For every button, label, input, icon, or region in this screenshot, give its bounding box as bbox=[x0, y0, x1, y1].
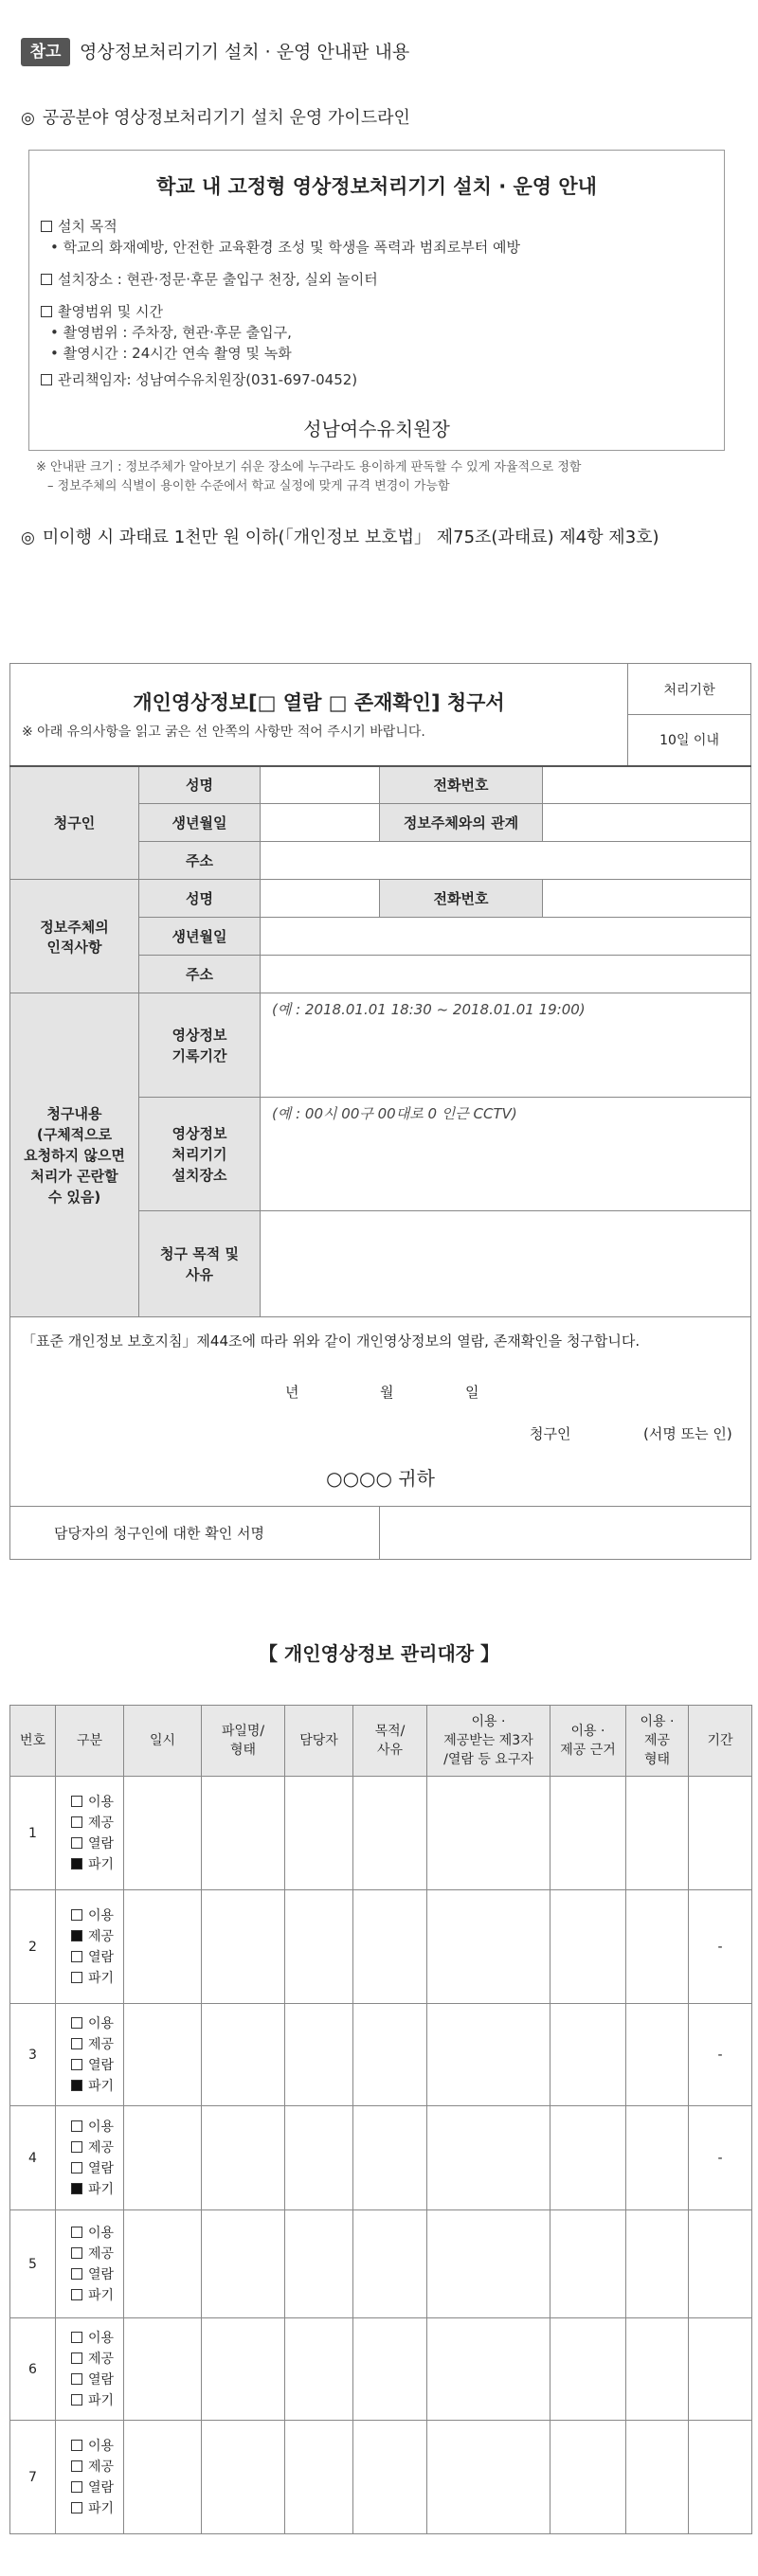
register-col-header: 이용 · 제공 형태 bbox=[626, 1706, 689, 1777]
register-cell[interactable] bbox=[202, 2421, 285, 2534]
category-option-label: 이용 bbox=[88, 2438, 115, 2454]
category-option[interactable] bbox=[71, 2349, 123, 2370]
checkbox-icon[interactable] bbox=[71, 2227, 82, 2238]
category-option[interactable] bbox=[71, 2498, 123, 2519]
category-option[interactable] bbox=[71, 2223, 123, 2244]
size-subnote: – 정보주체의 식별이 용이한 수준에서 학교 실정에 맞게 규격 변경이 가능함 bbox=[47, 479, 450, 493]
category-option-label: 제공 bbox=[88, 2245, 115, 2262]
category-option[interactable] bbox=[71, 2285, 123, 2306]
checkbox-icon[interactable] bbox=[71, 1796, 82, 1807]
category-option[interactable] bbox=[71, 2436, 123, 2457]
register-row bbox=[10, 2318, 752, 2421]
register-col-header: 파일명/ 형태 bbox=[202, 1706, 285, 1777]
record-period-label: 영상정보 기록기간 bbox=[139, 993, 261, 1098]
checkbox-checked-icon[interactable] bbox=[71, 2183, 82, 2194]
category-checkboxes bbox=[56, 2421, 124, 2534]
register-col-header: 기간 bbox=[689, 1706, 752, 1777]
register-cell[interactable] bbox=[202, 2004, 285, 2106]
register-title: 【 개인영상정보 관리대장 】 bbox=[258, 1642, 500, 1665]
checkbox-icon[interactable] bbox=[71, 2017, 82, 2029]
category-option-label: 이용 bbox=[88, 2015, 115, 2031]
checkbox-checked-icon[interactable] bbox=[71, 1858, 82, 1869]
requester-birth-field[interactable] bbox=[261, 804, 380, 842]
register-cell[interactable] bbox=[353, 2210, 427, 2318]
period-cell[interactable]: - bbox=[689, 2106, 752, 2210]
category-option[interactable] bbox=[71, 1947, 123, 1968]
guideline-section-title bbox=[21, 107, 410, 130]
category-option[interactable] bbox=[71, 2158, 123, 2179]
category-option[interactable] bbox=[71, 2390, 123, 2411]
register-cell[interactable] bbox=[626, 2106, 689, 2210]
register-col-header: 담당자 bbox=[285, 1706, 353, 1777]
register-cell[interactable] bbox=[353, 2004, 427, 2106]
declaration-cell bbox=[10, 1317, 751, 1507]
year-label: 년 bbox=[285, 1384, 299, 1401]
subject-label: 정보주체의 인적사항 bbox=[10, 880, 139, 993]
category-checkboxes bbox=[56, 2004, 124, 2106]
form-title-cell bbox=[10, 664, 628, 766]
register-cell[interactable] bbox=[285, 2318, 353, 2421]
register-row bbox=[10, 1777, 752, 1890]
category-option-label: 파기 bbox=[88, 2181, 115, 2197]
category-option-label: 열람 bbox=[88, 2160, 115, 2176]
category-option-label: 이용 bbox=[88, 2225, 115, 2241]
register-cell[interactable] bbox=[202, 1777, 285, 1890]
checkbox-icon[interactable] bbox=[71, 2352, 82, 2364]
range-label: 촬영범위 및 시간 bbox=[41, 302, 163, 321]
category-option[interactable] bbox=[71, 1854, 123, 1875]
guideline-section-text: 공공분야 영상정보처리기기 설치 운영 가이드라인 bbox=[42, 108, 410, 128]
register-cell[interactable] bbox=[626, 2004, 689, 2106]
category-checkboxes bbox=[56, 1777, 124, 1890]
requester-phone-field[interactable] bbox=[543, 766, 751, 804]
register-cell[interactable] bbox=[124, 2004, 202, 2106]
category-option[interactable] bbox=[71, 2013, 123, 2034]
deadline-label: 처리기한 bbox=[628, 664, 751, 715]
name-label: 성명 bbox=[139, 880, 261, 918]
requester-label: 청구인 bbox=[10, 766, 139, 880]
guideline-box-title: 학교 내 고정형 영상정보처리기기 설치 · 운영 안내 bbox=[156, 175, 597, 198]
bullet-circle-icon: ◎ bbox=[21, 528, 35, 547]
register-table bbox=[9, 1705, 752, 2534]
category-option[interactable] bbox=[71, 1968, 123, 1989]
category-option-label: 열람 bbox=[88, 2479, 115, 2496]
category-option[interactable] bbox=[71, 2244, 123, 2264]
month-label: 월 bbox=[380, 1384, 394, 1401]
register-row bbox=[10, 1890, 752, 2004]
phone-label: 전화번호 bbox=[380, 766, 543, 804]
row-number: 3 bbox=[10, 2004, 56, 2106]
register-header-row bbox=[10, 1706, 752, 1777]
register-cell[interactable] bbox=[124, 1777, 202, 1890]
category-checkboxes bbox=[56, 2210, 124, 2318]
register-cell[interactable] bbox=[626, 1890, 689, 2004]
checkbox-icon[interactable] bbox=[71, 2141, 82, 2153]
form-title: 개인영상정보[□ 열람 □ 존재확인] 청구서 bbox=[133, 691, 505, 715]
checkbox-icon[interactable] bbox=[71, 2394, 82, 2406]
install-location-field[interactable]: (예 : 00시 00구 00대로 0 인근 CCTV) bbox=[261, 1098, 751, 1211]
category-option[interactable] bbox=[71, 2076, 123, 2097]
penalty-text: 미이행 시 과태료 1천만 원 이하(「개인정보 보호법」 제75조(과태료) 제4항 제3호) bbox=[42, 528, 659, 547]
register-cell[interactable] bbox=[550, 2318, 626, 2421]
purpose-field[interactable] bbox=[261, 1211, 751, 1317]
category-checkboxes bbox=[56, 2106, 124, 2210]
register-cell[interactable] bbox=[285, 2210, 353, 2318]
category-option-label: 이용 bbox=[88, 1794, 115, 1810]
category-option[interactable] bbox=[71, 2138, 123, 2158]
period-cell[interactable]: - bbox=[689, 2004, 752, 2106]
checkbox-icon[interactable] bbox=[71, 1951, 82, 1962]
category-option[interactable] bbox=[71, 2034, 123, 2055]
register-cell[interactable] bbox=[550, 1890, 626, 2004]
register-cell[interactable] bbox=[285, 2004, 353, 2106]
register-col-header: 이용 · 제공받는 제3자 /열람 등 요구자 bbox=[427, 1706, 550, 1777]
category-option-label: 제공 bbox=[88, 2036, 115, 2052]
category-option-label: 이용 bbox=[88, 2119, 115, 2135]
category-option-label: 파기 bbox=[88, 1970, 115, 1986]
bullet-circle-icon: ◎ bbox=[21, 109, 35, 128]
register-cell[interactable] bbox=[427, 2106, 550, 2210]
category-option[interactable] bbox=[71, 2179, 123, 2200]
period-cell[interactable]: - bbox=[689, 1890, 752, 2004]
checkbox-icon[interactable] bbox=[71, 1837, 82, 1849]
record-period-field[interactable]: (예 : 2018.01.01 18:30 ~ 2018.01.01 19:00) bbox=[261, 993, 751, 1098]
row-number: 2 bbox=[10, 1890, 56, 2004]
guideline-box bbox=[28, 150, 725, 451]
subject-phone-field[interactable] bbox=[543, 880, 751, 918]
row-number: 1 bbox=[10, 1777, 56, 1890]
checkbox-icon bbox=[41, 274, 52, 285]
checkbox-checked-icon[interactable] bbox=[71, 1930, 82, 1941]
checkbox-icon[interactable] bbox=[71, 2481, 82, 2493]
register-cell[interactable] bbox=[353, 2318, 427, 2421]
register-cell[interactable] bbox=[124, 2210, 202, 2318]
reference-tag: 참고 bbox=[21, 38, 70, 66]
register-cell[interactable] bbox=[427, 2210, 550, 2318]
category-option-label: 제공 bbox=[88, 2351, 115, 2367]
register-cell[interactable] bbox=[124, 1890, 202, 2004]
organization-name: 성남여수유치원장 bbox=[303, 418, 450, 440]
register-col-header: 일시 bbox=[124, 1706, 202, 1777]
category-option[interactable] bbox=[71, 2117, 123, 2138]
register-cell[interactable] bbox=[353, 1777, 427, 1890]
address-label: 주소 bbox=[139, 842, 261, 880]
register-cell[interactable] bbox=[353, 2106, 427, 2210]
requester-address-field[interactable] bbox=[261, 842, 751, 880]
period-cell[interactable] bbox=[689, 2210, 752, 2318]
category-option-label: 열람 bbox=[88, 2371, 115, 2388]
category-option-label: 파기 bbox=[88, 2392, 115, 2408]
checkbox-icon[interactable] bbox=[71, 2460, 82, 2472]
penalty-section bbox=[21, 527, 659, 549]
manager-text: 관리책임자: 성남여수유치원장(031-697-0452) bbox=[41, 370, 357, 389]
category-checkboxes bbox=[56, 1890, 124, 2004]
birth-label: 생년월일 bbox=[139, 804, 261, 842]
category-option[interactable] bbox=[71, 1813, 123, 1834]
category-option-label: 열람 bbox=[88, 2057, 115, 2073]
checkbox-icon bbox=[41, 306, 52, 317]
addressee: ○○○○ 귀하 bbox=[326, 1467, 435, 1490]
range-text: • 촬영범위 : 주차장, 현관·후문 출입구, bbox=[50, 324, 292, 341]
period-cell[interactable] bbox=[689, 1777, 752, 1890]
category-option-label: 제공 bbox=[88, 2139, 115, 2156]
category-option-label: 제공 bbox=[88, 1928, 115, 1944]
relation-label: 정보주체와의 관계 bbox=[380, 804, 543, 842]
register-cell[interactable] bbox=[550, 2004, 626, 2106]
purpose-text: • 학교의 화재예방, 안전한 교육환경 조성 및 학생을 폭력과 범죄로부터 예방 bbox=[50, 239, 520, 256]
register-cell[interactable] bbox=[202, 2106, 285, 2210]
category-option[interactable] bbox=[71, 1926, 123, 1947]
time-text: • 촬영시간 : 24시간 연속 촬영 및 녹화 bbox=[50, 345, 292, 362]
category-option-label: 열람 bbox=[88, 2266, 115, 2282]
checkbox-icon[interactable] bbox=[71, 2059, 82, 2070]
request-form bbox=[9, 663, 751, 1560]
register-cell[interactable] bbox=[124, 2318, 202, 2421]
install-location-label: 영상정보 처리기기 설치장소 bbox=[139, 1098, 261, 1211]
row-number: 5 bbox=[10, 2210, 56, 2318]
checkbox-icon[interactable] bbox=[71, 2268, 82, 2280]
register-row bbox=[10, 2421, 752, 2534]
purpose-label: 설치 목적 bbox=[41, 217, 117, 236]
register-cell[interactable] bbox=[353, 1890, 427, 2004]
register-body bbox=[10, 1777, 752, 2534]
category-option[interactable] bbox=[71, 1834, 123, 1854]
form-subtitle: ※ 아래 유의사항을 읽고 굵은 선 안쪽의 사항만 적어 주시기 바랍니다. bbox=[22, 724, 425, 741]
checkbox-icon[interactable] bbox=[71, 2162, 82, 2174]
category-checkboxes bbox=[56, 2318, 124, 2421]
register-row bbox=[10, 2106, 752, 2210]
register-cell[interactable] bbox=[427, 1777, 550, 1890]
category-option[interactable] bbox=[71, 1792, 123, 1813]
category-option-label: 이용 bbox=[88, 1907, 115, 1923]
checkbox-icon[interactable] bbox=[71, 2440, 82, 2451]
declaration-text: 「표준 개인정보 보호지침」제44조에 따라 위와 같이 개인영상정보의 열람, 존재확인을 청구합니다. bbox=[22, 1333, 641, 1350]
register-cell[interactable] bbox=[285, 1777, 353, 1890]
category-option-label: 제공 bbox=[88, 2459, 115, 2475]
register-row bbox=[10, 2004, 752, 2106]
subject-birth-field[interactable] bbox=[261, 918, 751, 956]
category-option[interactable] bbox=[71, 2457, 123, 2478]
register-cell[interactable] bbox=[626, 1777, 689, 1890]
signer-label: 청구인 bbox=[530, 1425, 571, 1442]
sign-note: (서명 또는 인) bbox=[643, 1425, 732, 1442]
checkbox-icon[interactable] bbox=[71, 2289, 82, 2300]
checkbox-icon[interactable] bbox=[71, 2373, 82, 2385]
register-cell[interactable] bbox=[427, 1890, 550, 2004]
checkbox-icon[interactable] bbox=[71, 2120, 82, 2132]
register-cell[interactable] bbox=[427, 2004, 550, 2106]
row-number: 7 bbox=[10, 2421, 56, 2534]
checkbox-icon[interactable] bbox=[71, 2332, 82, 2343]
row-number: 6 bbox=[10, 2318, 56, 2421]
deadline-value: 10일 이내 bbox=[628, 715, 751, 766]
subject-address-field[interactable] bbox=[261, 956, 751, 993]
subject-name-field[interactable] bbox=[261, 880, 380, 918]
requester-name-field[interactable] bbox=[261, 766, 380, 804]
location-text: 설치장소 : 현관·정문·후문 출입구 천장, 실외 놀이터 bbox=[41, 270, 378, 289]
checkbox-icon[interactable] bbox=[71, 2247, 82, 2259]
register-cell[interactable] bbox=[202, 1890, 285, 2004]
phone-label: 전화번호 bbox=[380, 880, 543, 918]
requester-relation-field[interactable] bbox=[543, 804, 751, 842]
register-cell[interactable] bbox=[550, 2421, 626, 2534]
register-cell[interactable] bbox=[202, 2318, 285, 2421]
category-option-label: 열람 bbox=[88, 1949, 115, 1965]
register-cell[interactable] bbox=[626, 2210, 689, 2318]
officer-confirm-label: 담당자의 청구인에 대한 확인 서명 bbox=[10, 1507, 380, 1560]
checkbox-icon[interactable] bbox=[71, 1972, 82, 1983]
category-option[interactable] bbox=[71, 2328, 123, 2349]
checkbox-icon[interactable] bbox=[71, 1909, 82, 1921]
size-note: ※ 안내판 크기 : 정보주체가 알아보기 쉬운 장소에 누구라도 용이하게 판독할 수 있게 자율적으로 정함 bbox=[36, 460, 582, 474]
category-option-label: 파기 bbox=[88, 2500, 115, 2516]
checkbox-icon[interactable] bbox=[71, 1816, 82, 1828]
register-col-header: 구분 bbox=[56, 1706, 124, 1777]
register-cell[interactable] bbox=[550, 2106, 626, 2210]
category-option-label: 열람 bbox=[88, 1835, 115, 1852]
content-label: 청구내용 (구체적으로 요청하지 않으면 처리가 곤란할 수 있음) bbox=[10, 993, 139, 1317]
register-cell[interactable] bbox=[626, 2318, 689, 2421]
register-cell[interactable] bbox=[124, 2421, 202, 2534]
row-number: 4 bbox=[10, 2106, 56, 2210]
page-title: 영상정보처리기기 설치 · 운영 안내판 내용 bbox=[80, 42, 410, 63]
register-cell[interactable] bbox=[427, 2421, 550, 2534]
category-option-label: 파기 bbox=[88, 2287, 115, 2303]
register-cell[interactable] bbox=[285, 2421, 353, 2534]
register-col-header: 목적/ 사유 bbox=[353, 1706, 427, 1777]
register-cell[interactable] bbox=[550, 2210, 626, 2318]
category-option[interactable] bbox=[71, 2370, 123, 2390]
register-col-header: 번호 bbox=[10, 1706, 56, 1777]
register-cell[interactable] bbox=[353, 2421, 427, 2534]
checkbox-icon bbox=[41, 374, 52, 385]
register-cell[interactable] bbox=[285, 1890, 353, 2004]
name-label: 성명 bbox=[139, 766, 261, 804]
checkbox-icon[interactable] bbox=[71, 2038, 82, 2049]
register-cell[interactable] bbox=[202, 2210, 285, 2318]
category-option[interactable] bbox=[71, 1905, 123, 1926]
period-cell[interactable] bbox=[689, 2421, 752, 2534]
register-cell[interactable] bbox=[285, 2106, 353, 2210]
category-option-label: 파기 bbox=[88, 2078, 115, 2094]
category-option[interactable] bbox=[71, 2264, 123, 2285]
register-cell[interactable] bbox=[626, 2421, 689, 2534]
register-col-header: 이용 · 제공 근거 bbox=[550, 1706, 626, 1777]
category-option-label: 제공 bbox=[88, 1815, 115, 1831]
officer-signature-field[interactable] bbox=[380, 1507, 751, 1560]
category-option[interactable] bbox=[71, 2478, 123, 2498]
address-label: 주소 bbox=[139, 956, 261, 993]
period-cell[interactable] bbox=[689, 2318, 752, 2421]
category-option-label: 이용 bbox=[88, 2330, 115, 2346]
day-label: 일 bbox=[465, 1384, 479, 1401]
register-cell[interactable] bbox=[550, 1777, 626, 1890]
purpose-label: 청구 목적 및 사유 bbox=[139, 1211, 261, 1317]
register-cell[interactable] bbox=[124, 2106, 202, 2210]
birth-label: 생년월일 bbox=[139, 918, 261, 956]
checkbox-checked-icon[interactable] bbox=[71, 2080, 82, 2091]
category-option-label: 파기 bbox=[88, 1856, 115, 1872]
checkbox-icon bbox=[41, 221, 52, 232]
register-row bbox=[10, 2210, 752, 2318]
category-option[interactable] bbox=[71, 2055, 123, 2076]
checkbox-icon[interactable] bbox=[71, 2502, 82, 2513]
register-cell[interactable] bbox=[427, 2318, 550, 2421]
